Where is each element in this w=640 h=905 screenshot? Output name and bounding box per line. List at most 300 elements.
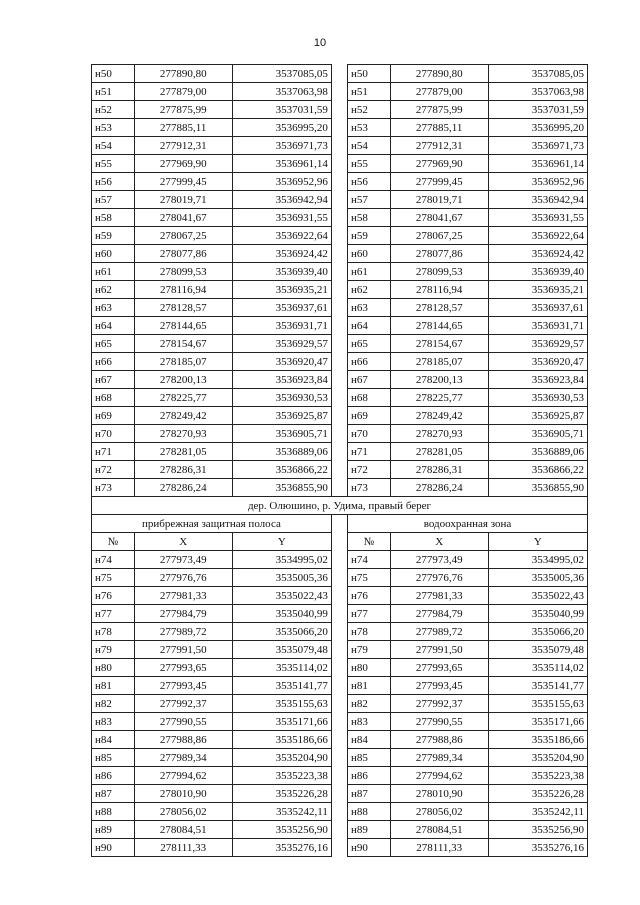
y-value-left: 3536930,53 — [232, 389, 331, 407]
table-row — [92, 443, 588, 461]
header-y-right: Y — [488, 533, 587, 551]
point-number-left: н50 — [92, 65, 135, 83]
point-number-left: н51 — [92, 83, 135, 101]
point-number-right: н61 — [348, 263, 391, 281]
column-gap — [331, 821, 347, 839]
x-value-left: 278200,13 — [134, 371, 232, 389]
column-gap — [331, 209, 347, 227]
y-value-right: 3536937,61 — [488, 299, 587, 317]
x-value-right: 278099,53 — [390, 263, 488, 281]
header-x-left: X — [134, 533, 232, 551]
table-row — [92, 695, 588, 713]
y-value-left: 3535242,11 — [232, 803, 331, 821]
point-number-left: н82 — [92, 695, 135, 713]
point-number-right: н73 — [348, 479, 391, 497]
x-value-right: 277991,50 — [390, 641, 488, 659]
y-value-right: 3535223,38 — [488, 767, 587, 785]
x-value-left: 278286,31 — [134, 461, 232, 479]
x-value-right: 277981,33 — [390, 587, 488, 605]
x-value-right: 277976,76 — [390, 569, 488, 587]
point-number-right: н90 — [348, 839, 391, 857]
x-value-left: 278128,57 — [134, 299, 232, 317]
y-value-right: 3536905,71 — [488, 425, 587, 443]
table-row — [92, 767, 588, 785]
column-gap — [331, 137, 347, 155]
header-x-right: X — [390, 533, 488, 551]
y-value-left: 3536922,64 — [232, 227, 331, 245]
column-gap — [331, 425, 347, 443]
x-value-left: 278077,86 — [134, 245, 232, 263]
point-number-left: н84 — [92, 731, 135, 749]
point-number-right: н60 — [348, 245, 391, 263]
y-value-left: 3534995,02 — [232, 551, 331, 569]
table-row — [92, 173, 588, 191]
y-value-left: 3536939,40 — [232, 263, 331, 281]
column-gap — [331, 533, 347, 551]
y-value-left: 3536924,42 — [232, 245, 331, 263]
point-number-left: н67 — [92, 371, 135, 389]
y-value-right: 3535141,77 — [488, 677, 587, 695]
x-value-left: 277879,00 — [134, 83, 232, 101]
y-value-left: 3535186,66 — [232, 731, 331, 749]
x-value-left: 277993,45 — [134, 677, 232, 695]
point-number-left: н69 — [92, 407, 135, 425]
y-value-right: 3535256,90 — [488, 821, 587, 839]
y-value-right: 3535171,66 — [488, 713, 587, 731]
x-value-left: 277973,49 — [134, 551, 232, 569]
column-gap — [331, 407, 347, 425]
x-value-right: 277999,45 — [390, 173, 488, 191]
y-value-left: 3536937,61 — [232, 299, 331, 317]
x-value-left: 277989,34 — [134, 749, 232, 767]
point-number-left: н62 — [92, 281, 135, 299]
point-number-right: н87 — [348, 785, 391, 803]
y-value-left: 3535022,43 — [232, 587, 331, 605]
header-number-left: № — [92, 533, 135, 551]
y-value-left: 3536889,06 — [232, 443, 331, 461]
table-row — [92, 659, 588, 677]
y-value-left: 3536961,14 — [232, 155, 331, 173]
y-value-left: 3536855,90 — [232, 479, 331, 497]
x-value-left: 278270,93 — [134, 425, 232, 443]
x-value-left: 278281,05 — [134, 443, 232, 461]
y-value-right: 3536931,55 — [488, 209, 587, 227]
x-value-right: 277912,31 — [390, 137, 488, 155]
y-value-left: 3536925,87 — [232, 407, 331, 425]
x-value-left: 277875,99 — [134, 101, 232, 119]
section-title-row — [92, 497, 588, 515]
table-row — [92, 821, 588, 839]
column-gap — [331, 731, 347, 749]
column-gap — [331, 839, 347, 857]
point-number-left: н66 — [92, 353, 135, 371]
point-number-left: н79 — [92, 641, 135, 659]
x-value-right: 277969,90 — [390, 155, 488, 173]
y-value-right: 3535022,43 — [488, 587, 587, 605]
point-number-left: н73 — [92, 479, 135, 497]
table-row — [92, 479, 588, 497]
y-value-left: 3536931,71 — [232, 317, 331, 335]
x-value-right: 278116,94 — [390, 281, 488, 299]
point-number-right: н65 — [348, 335, 391, 353]
point-number-left: н80 — [92, 659, 135, 677]
point-number-right: н81 — [348, 677, 391, 695]
table-row — [92, 227, 588, 245]
column-gap — [331, 281, 347, 299]
column-gap — [331, 101, 347, 119]
x-value-left: 277890,80 — [134, 65, 232, 83]
point-number-right: н66 — [348, 353, 391, 371]
column-gap — [331, 659, 347, 677]
y-value-right: 3535005,36 — [488, 569, 587, 587]
point-number-left: н86 — [92, 767, 135, 785]
x-value-right: 277890,80 — [390, 65, 488, 83]
table-row — [92, 83, 588, 101]
y-value-left: 3535114,02 — [232, 659, 331, 677]
point-number-left: н57 — [92, 191, 135, 209]
point-number-right: н86 — [348, 767, 391, 785]
x-value-right: 278010,90 — [390, 785, 488, 803]
y-value-right: 3536924,42 — [488, 245, 587, 263]
y-value-left: 3535155,63 — [232, 695, 331, 713]
y-value-right: 3535186,66 — [488, 731, 587, 749]
y-value-right: 3536920,47 — [488, 353, 587, 371]
table-row — [92, 785, 588, 803]
column-gap — [331, 173, 347, 191]
x-value-right: 278270,93 — [390, 425, 488, 443]
y-value-right: 3536922,64 — [488, 227, 587, 245]
x-value-left: 278010,90 — [134, 785, 232, 803]
x-value-right: 278128,57 — [390, 299, 488, 317]
point-number-left: н78 — [92, 623, 135, 641]
y-value-right: 3536971,73 — [488, 137, 587, 155]
y-value-right: 3536942,94 — [488, 191, 587, 209]
x-value-right: 277973,49 — [390, 551, 488, 569]
x-value-right: 277988,86 — [390, 731, 488, 749]
y-value-right: 3536995,20 — [488, 119, 587, 137]
column-gap — [331, 335, 347, 353]
x-value-right: 278154,67 — [390, 335, 488, 353]
y-value-right: 3536931,71 — [488, 317, 587, 335]
caption-water-protection-zone: водоохранная зона — [348, 515, 588, 533]
y-value-left: 3535276,16 — [232, 839, 331, 857]
x-value-left: 277988,86 — [134, 731, 232, 749]
x-value-right: 278281,05 — [390, 443, 488, 461]
table-row — [92, 389, 588, 407]
point-number-right: н68 — [348, 389, 391, 407]
point-number-left: н83 — [92, 713, 135, 731]
table-row — [92, 209, 588, 227]
point-number-left: н52 — [92, 101, 135, 119]
point-number-left: н77 — [92, 605, 135, 623]
y-value-right: 3535276,16 — [488, 839, 587, 857]
y-value-right: 3535155,63 — [488, 695, 587, 713]
x-value-right: 277989,34 — [390, 749, 488, 767]
column-gap — [331, 245, 347, 263]
column-gap — [331, 83, 347, 101]
x-value-right: 278067,25 — [390, 227, 488, 245]
section-b-header — [92, 497, 588, 551]
y-value-left: 3536931,55 — [232, 209, 331, 227]
column-gap — [331, 65, 347, 83]
x-value-right: 277875,99 — [390, 101, 488, 119]
y-value-left: 3536905,71 — [232, 425, 331, 443]
table-row — [92, 191, 588, 209]
point-number-right: н52 — [348, 101, 391, 119]
x-value-left: 277912,31 — [134, 137, 232, 155]
x-value-left: 277981,33 — [134, 587, 232, 605]
table-row — [92, 731, 588, 749]
point-number-right: н77 — [348, 605, 391, 623]
x-value-right: 278084,51 — [390, 821, 488, 839]
point-number-right: н51 — [348, 83, 391, 101]
table-row — [92, 119, 588, 137]
y-value-left: 3536923,84 — [232, 371, 331, 389]
column-gap — [331, 353, 347, 371]
y-value-right: 3535066,20 — [488, 623, 587, 641]
y-value-right: 3536925,87 — [488, 407, 587, 425]
x-value-left: 277976,76 — [134, 569, 232, 587]
x-value-right: 277989,72 — [390, 623, 488, 641]
x-value-left: 278067,25 — [134, 227, 232, 245]
table-row — [92, 461, 588, 479]
x-value-right: 277994,62 — [390, 767, 488, 785]
point-number-left: н56 — [92, 173, 135, 191]
point-number-left: н90 — [92, 839, 135, 857]
x-value-left: 277984,79 — [134, 605, 232, 623]
table-row — [92, 605, 588, 623]
y-value-right: 3535114,02 — [488, 659, 587, 677]
y-value-left: 3535141,77 — [232, 677, 331, 695]
point-number-left: н58 — [92, 209, 135, 227]
table-row — [92, 101, 588, 119]
point-number-left: н74 — [92, 551, 135, 569]
x-value-right: 277879,00 — [390, 83, 488, 101]
x-value-right: 277990,55 — [390, 713, 488, 731]
point-number-left: н70 — [92, 425, 135, 443]
page-number: 10 — [313, 37, 327, 49]
y-value-left: 3536995,20 — [232, 119, 331, 137]
y-value-left: 3535204,90 — [232, 749, 331, 767]
point-number-left: н89 — [92, 821, 135, 839]
coordinates-table — [91, 64, 588, 857]
point-number-right: н75 — [348, 569, 391, 587]
table-row — [92, 551, 588, 569]
column-header-row — [92, 533, 588, 551]
x-value-right: 277885,11 — [390, 119, 488, 137]
y-value-left: 3535005,36 — [232, 569, 331, 587]
column-gap — [331, 713, 347, 731]
table-row — [92, 263, 588, 281]
x-value-right: 278286,31 — [390, 461, 488, 479]
point-number-left: н53 — [92, 119, 135, 137]
y-value-left: 3536971,73 — [232, 137, 331, 155]
y-value-left: 3536952,96 — [232, 173, 331, 191]
table-row — [92, 641, 588, 659]
point-number-left: н75 — [92, 569, 135, 587]
y-value-left: 3536942,94 — [232, 191, 331, 209]
y-value-left: 3536929,57 — [232, 335, 331, 353]
y-value-left: 3537063,98 — [232, 83, 331, 101]
x-value-left: 278185,07 — [134, 353, 232, 371]
y-value-left: 3536935,21 — [232, 281, 331, 299]
column-gap — [331, 695, 347, 713]
x-value-right: 278144,65 — [390, 317, 488, 335]
y-value-left: 3535223,38 — [232, 767, 331, 785]
column-gap — [331, 371, 347, 389]
x-value-right: 278077,86 — [390, 245, 488, 263]
point-number-right: н56 — [348, 173, 391, 191]
x-value-left: 277969,90 — [134, 155, 232, 173]
point-number-right: н78 — [348, 623, 391, 641]
x-value-left: 277989,72 — [134, 623, 232, 641]
table-row — [92, 713, 588, 731]
x-value-right: 277984,79 — [390, 605, 488, 623]
x-value-left: 277999,45 — [134, 173, 232, 191]
point-number-left: н54 — [92, 137, 135, 155]
y-value-right: 3535226,28 — [488, 785, 587, 803]
column-gap — [331, 551, 347, 569]
column-gap — [331, 767, 347, 785]
column-gap — [331, 443, 347, 461]
x-value-left: 278286,24 — [134, 479, 232, 497]
y-value-right: 3535204,90 — [488, 749, 587, 767]
x-value-left: 278084,51 — [134, 821, 232, 839]
point-number-right: н50 — [348, 65, 391, 83]
table-row — [92, 299, 588, 317]
point-number-right: н72 — [348, 461, 391, 479]
point-number-right: н85 — [348, 749, 391, 767]
x-value-left: 278116,94 — [134, 281, 232, 299]
column-gap — [331, 569, 347, 587]
y-value-right: 3536961,14 — [488, 155, 587, 173]
table-row — [92, 587, 588, 605]
y-value-left: 3535079,48 — [232, 641, 331, 659]
point-number-right: н62 — [348, 281, 391, 299]
y-value-right: 3537085,05 — [488, 65, 587, 83]
column-gap — [331, 749, 347, 767]
table-row — [92, 281, 588, 299]
column-gap — [331, 623, 347, 641]
table-row — [92, 839, 588, 857]
x-value-left: 278041,67 — [134, 209, 232, 227]
x-value-right: 278185,07 — [390, 353, 488, 371]
x-value-left: 278225,77 — [134, 389, 232, 407]
point-number-right: н57 — [348, 191, 391, 209]
point-number-left: н65 — [92, 335, 135, 353]
y-value-right: 3537063,98 — [488, 83, 587, 101]
point-number-right: н80 — [348, 659, 391, 677]
table-row — [92, 407, 588, 425]
point-number-left: н72 — [92, 461, 135, 479]
x-value-left: 278019,71 — [134, 191, 232, 209]
point-number-left: н60 — [92, 245, 135, 263]
point-number-right: н82 — [348, 695, 391, 713]
y-value-right: 3534995,02 — [488, 551, 587, 569]
x-value-right: 278041,67 — [390, 209, 488, 227]
y-value-right: 3536929,57 — [488, 335, 587, 353]
y-value-right: 3535079,48 — [488, 641, 587, 659]
column-gap — [331, 227, 347, 245]
x-value-left: 278099,53 — [134, 263, 232, 281]
point-number-right: н59 — [348, 227, 391, 245]
column-gap — [331, 479, 347, 497]
table-row — [92, 317, 588, 335]
y-value-left: 3536920,47 — [232, 353, 331, 371]
y-value-right: 3536923,84 — [488, 371, 587, 389]
x-value-left: 278056,02 — [134, 803, 232, 821]
point-number-left: н55 — [92, 155, 135, 173]
point-number-right: н79 — [348, 641, 391, 659]
x-value-left: 277990,55 — [134, 713, 232, 731]
point-number-right: н89 — [348, 821, 391, 839]
point-number-right: н88 — [348, 803, 391, 821]
point-number-right: н69 — [348, 407, 391, 425]
column-gap — [331, 155, 347, 173]
header-number-right: № — [348, 533, 391, 551]
point-number-right: н55 — [348, 155, 391, 173]
point-number-left: н88 — [92, 803, 135, 821]
point-number-right: н67 — [348, 371, 391, 389]
table-row — [92, 353, 588, 371]
table-row — [92, 245, 588, 263]
x-value-right: 278200,13 — [390, 371, 488, 389]
y-value-right: 3536930,53 — [488, 389, 587, 407]
column-gap — [331, 263, 347, 281]
coordinates-section-b — [92, 551, 588, 857]
x-value-left: 277994,62 — [134, 767, 232, 785]
point-number-right: н71 — [348, 443, 391, 461]
point-number-left: н81 — [92, 677, 135, 695]
x-value-left: 277992,37 — [134, 695, 232, 713]
y-value-right: 3536889,06 — [488, 443, 587, 461]
table-row — [92, 623, 588, 641]
x-value-right: 278225,77 — [390, 389, 488, 407]
coordinates-section-a — [92, 65, 588, 497]
table-row — [92, 65, 588, 83]
y-value-left: 3535256,90 — [232, 821, 331, 839]
x-value-left: 278144,65 — [134, 317, 232, 335]
column-gap — [331, 461, 347, 479]
column-gap — [331, 191, 347, 209]
y-value-right: 3536855,90 — [488, 479, 587, 497]
column-gap — [331, 641, 347, 659]
y-value-left: 3535226,28 — [232, 785, 331, 803]
table-row — [92, 155, 588, 173]
y-value-left: 3536866,22 — [232, 461, 331, 479]
table-row — [92, 749, 588, 767]
x-value-left: 278111,33 — [134, 839, 232, 857]
column-gap — [331, 803, 347, 821]
y-value-left: 3535040,99 — [232, 605, 331, 623]
x-value-left: 277993,65 — [134, 659, 232, 677]
point-number-right: н53 — [348, 119, 391, 137]
point-number-right: н54 — [348, 137, 391, 155]
x-value-right: 278286,24 — [390, 479, 488, 497]
y-value-right: 3536935,21 — [488, 281, 587, 299]
point-number-right: н58 — [348, 209, 391, 227]
table-row — [92, 677, 588, 695]
y-value-left: 3537031,59 — [232, 101, 331, 119]
x-value-right: 277993,65 — [390, 659, 488, 677]
x-value-right: 278111,33 — [390, 839, 488, 857]
point-number-right: н76 — [348, 587, 391, 605]
point-number-right: н64 — [348, 317, 391, 335]
x-value-left: 278249,42 — [134, 407, 232, 425]
x-value-right: 277993,45 — [390, 677, 488, 695]
table-row — [92, 425, 588, 443]
column-gap — [331, 587, 347, 605]
